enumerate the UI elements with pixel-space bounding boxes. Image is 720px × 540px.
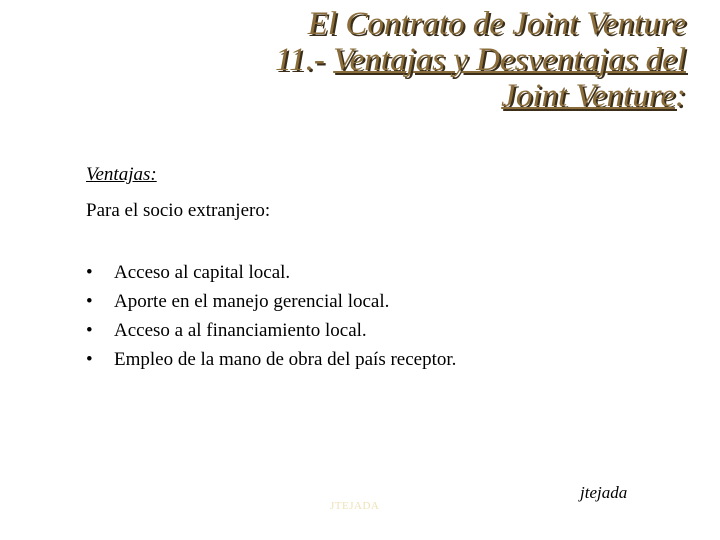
list-item — [86, 316, 456, 345]
title-line-3 — [275, 78, 686, 114]
list-item — [86, 258, 456, 287]
list-item-text: Acceso al capital local. — [114, 262, 291, 283]
bullet-icon: • — [86, 262, 93, 283]
list-item — [86, 345, 456, 374]
list-item-text: Acceso a al financiamiento local. — [114, 320, 367, 341]
bullet-icon: • — [86, 320, 93, 341]
title-number: 11.- — [275, 42, 334, 78]
intro-text: Para el socio extranjero: — [86, 200, 271, 221]
list-item-text: Aporte en el manejo gerencial local. — [114, 291, 390, 312]
author-signature: jtejada — [580, 483, 628, 502]
list-item — [86, 287, 456, 316]
section-label-ventajas: Ventajas: — [86, 164, 157, 185]
slide-title — [275, 6, 686, 114]
bullet-icon: • — [86, 291, 93, 312]
footer-watermark: JTEJADA — [330, 500, 380, 512]
list-item-text: Empleo de la mano de obra del país receptor. — [114, 349, 457, 370]
title-subject: Ventajas y Desventajas del — [333, 42, 686, 78]
title-line-1: El Contrato de Joint Venture — [307, 6, 686, 42]
advantages-list — [86, 258, 456, 374]
title-colon: : — [675, 78, 686, 114]
title-subject-cont: Joint Venture — [501, 78, 675, 114]
bullet-icon: • — [86, 349, 93, 370]
title-line-2 — [275, 42, 686, 78]
